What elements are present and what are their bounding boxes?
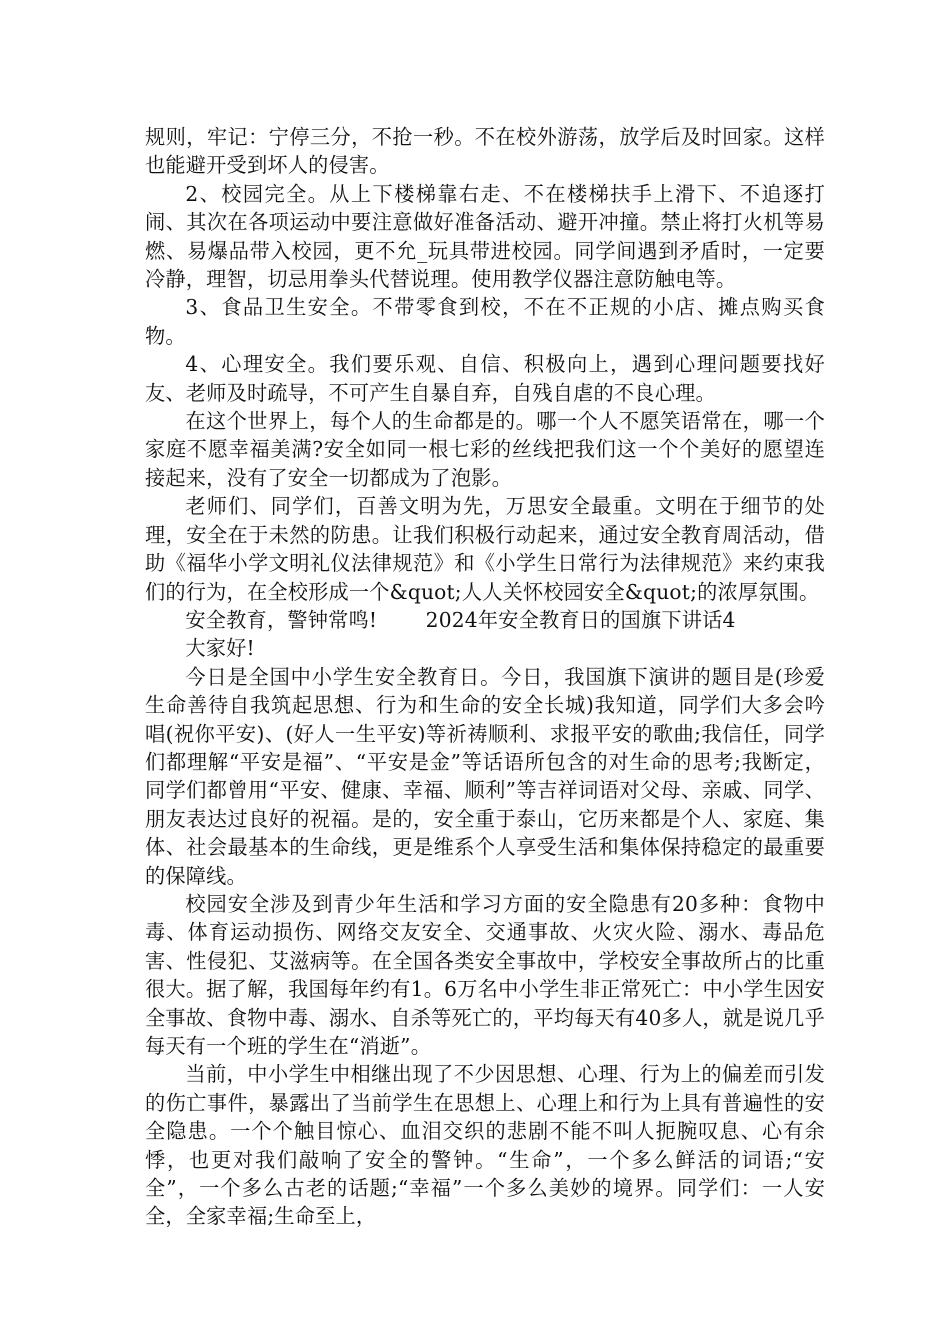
paragraph-9: 当前，中小学生中相继出现了不少因思想、心理、行为上的偏差而引发的伤亡事件，暴露出了当前学生在思想上、心理上和行为上具有普遍性的安全隐患。一个个触目惊心、血泪交织的悲剧不能不叫人扼腕叹息、心有余悸，也更对我们敲响了安全的警钟。“生命”，一个多么鲜活的词语;“安全”，一个多么古老的话题;“幸福”一个多么美妙的境界。同学们：一人安全，全家幸福;生命至上， [145, 1062, 825, 1229]
greeting: 大家好! [185, 636, 255, 661]
heading-right: 2024年安全教育日的国旗下讲话4 [425, 607, 736, 632]
paragraph-1: 规则，牢记：宁停三分，不抢一秒。不在校外游荡，放学后及时回家。这样也能避开受到坏人的侵害。 [145, 125, 825, 178]
heading-line [145, 606, 825, 634]
paragraph-2: 2、校园完全。从上下楼梯靠右走、不在楼梯扶手上滑下、不追逐打闹、其次在各项运动中要注意做好准备活动、避开冲撞。禁止将打火机等易燃、易爆品带入校园，更不允_玩具带进校园。同学间遇到矛盾时，一定要冷静，理智，切忌用拳头代替说理。使用教学仪器注意防触电等。 [145, 181, 825, 292]
paragraph-6: 老师们、同学们，百善文明为先，万思安全最重。文明在于细节的处理，安全在于未然的防患。让我们积极行动起来，通过安全教育周活动，借助《福华小学文明礼仪法律规范》和《小学生日常行为法律规范》来约束我们的行为，在全校形成一个&quot;人人关怀校园安全&quot;的浓厚氛围。 [145, 494, 825, 604]
paragraph-5: 在这个世界上，每个人的生命都是的。哪一个人不愿笑语常在，哪一个家庭不愿幸福美满?安全如同一根七彩的丝线把我们这一个个美好的愿望连接起来，没有了安全一切都成为了泡影。 [145, 409, 825, 490]
paragraph-4: 4、心理安全。我们要乐观、自信、积极向上，遇到心理问题要找好友、老师及时疏导，不可产生自暴自弃，自残自虐的不良心理。 [145, 352, 825, 405]
paragraph-8: 校园安全涉及到青少年生活和学习方面的安全隐患有20多种：食物中毒、体育运动损伤、网络交友安全、交通事故、火灾火险、溺水、毒品危害、性侵犯、艾滋病等。在全国各类安全事故中，学校安全事故所占的比重很大。据了解，我国每年约有1。6万名中小学生非正常死亡：中小学生因安全事故、食物中毒、溺水、自杀等死亡的，平均每天有40多人，就是说几乎每天有一个班的学生在“消逝”。 [145, 891, 825, 1058]
heading-left: 安全教育，警钟常鸣! [185, 607, 378, 632]
paragraph-3: 3、食品卫生安全。不带零食到校，不在不正规的小店、摊点购买食物。 [145, 295, 825, 348]
paragraph-7: 今日是全国中小学生安全教育日。今日，我国旗下演讲的题目是(珍爱生命善待自我筑起思想、行为和生命的安全长城)我知道，同学们大多会吟唱(祝你平安)、(好人一生平安)等祈祷顺利、求报平安的歌曲;我信任，同学们都理解“平安是福”、“平安是金”等话语所包含的对生命的思考;我断定，同学们都曾用“平安、健康、幸福、顺利”等吉祥词语对父母、亲戚、同学、朋友表达过良好的祝福。是的，安全重于泰山，它历来都是个人、家庭、集体、社会最基本的生命线，更是维系个人享受生活和集体保持稳定的最重要的保障线。 [145, 664, 825, 888]
document-page [145, 123, 825, 1231]
